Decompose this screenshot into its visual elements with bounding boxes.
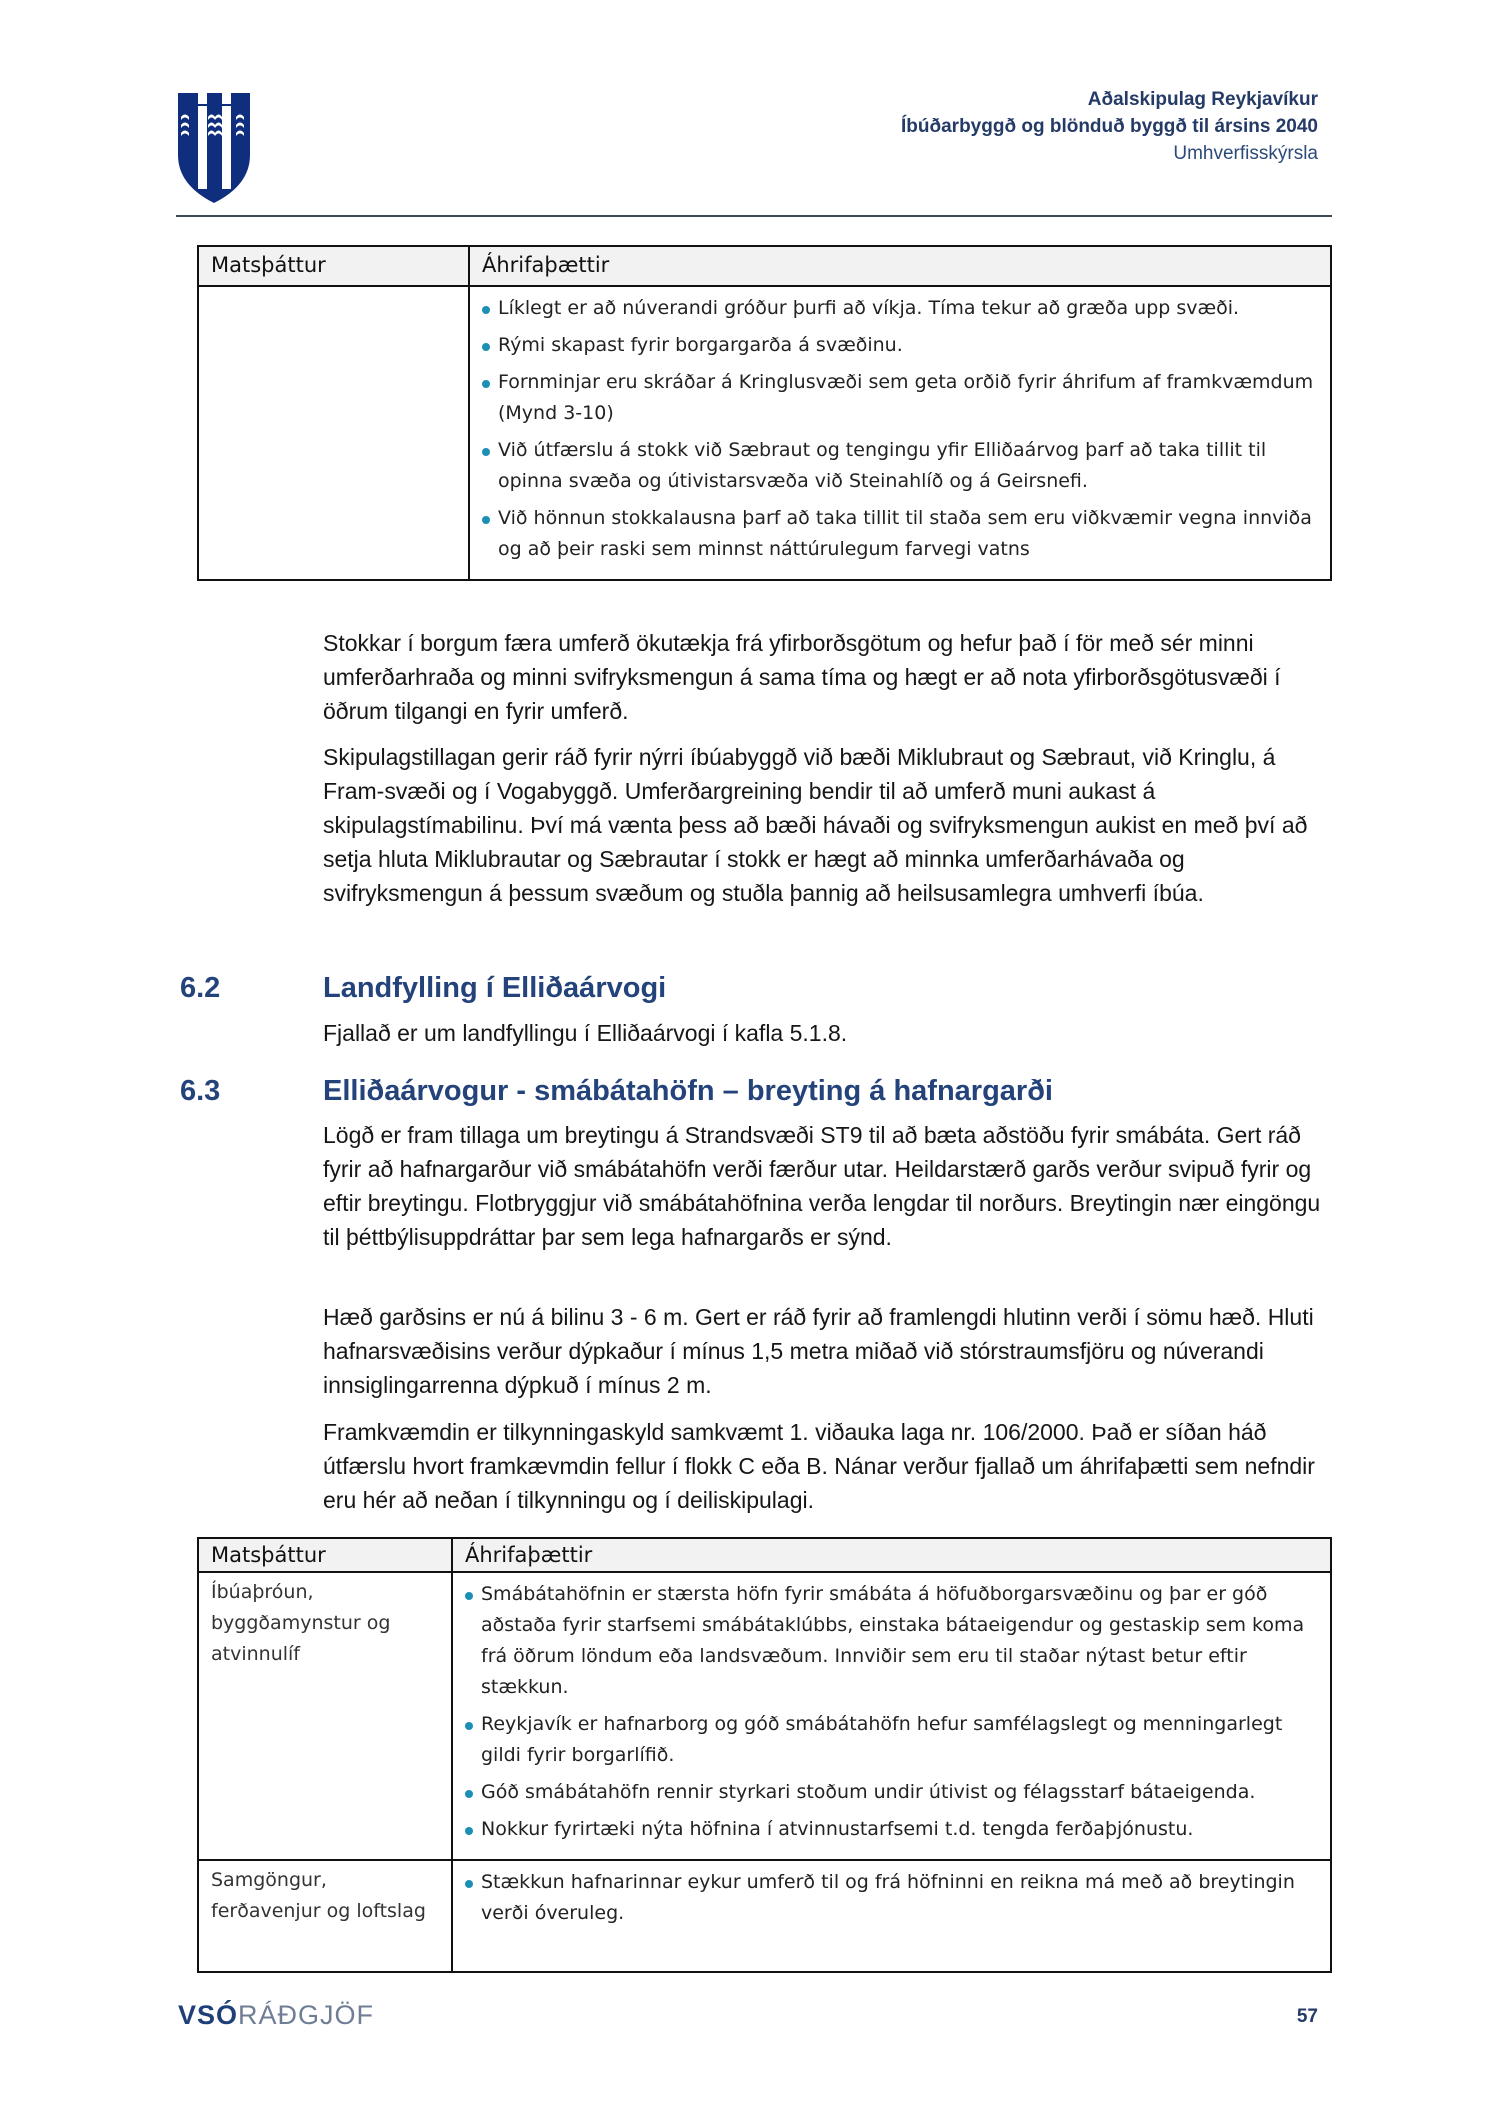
- impacts-cell: [452, 1572, 1331, 1860]
- assessment-table-2: [197, 1537, 1332, 1973]
- bullet-icon: [465, 1880, 473, 1888]
- section-heading: Elliðaárvogur - smábátahöfn – breyting á hafnargarði: [323, 1075, 1053, 1107]
- column-header-factor: Matsþáttur: [198, 1538, 452, 1572]
- body-paragraph: Hæð garðsins er nú á bilinu 3 - 6 m. Gert er ráð fyrir að framlengdi hlutinn verði í sömu hæð. Hluti hafnarsvæðisins verður dýpkaður í mínus 1,5 metra miðað við stórstraumsfjöru og núverandi innsiglingarrenna dýpkuð í mínus 2 m.: [323, 1304, 1314, 1398]
- bullet-icon: [482, 343, 490, 351]
- bullet-icon: [482, 448, 490, 456]
- reykjavik-logo-icon: [178, 93, 250, 203]
- section-number: 6.2: [180, 972, 221, 1004]
- impacts-cell: [452, 1860, 1331, 1972]
- factor-cell: Samgöngur, ferðavenjur og loftslag: [198, 1860, 452, 1972]
- bullet-icon: [482, 516, 490, 524]
- impact-list: [465, 1579, 1320, 1845]
- list-item: Góð smábátahöfn rennir styrkari stoðum undir útivist og félagsstarf bátaeigenda.: [465, 1777, 1320, 1808]
- list-item: Við hönnun stokkalausna þarf að taka tillit til staða sem eru viðkvæmir vegna innviða og að þeir raski sem minnst náttúrulegum farvegi vatns: [482, 503, 1320, 565]
- column-header-factor: Matsþáttur: [198, 246, 469, 286]
- body-paragraph: Stokkar í borgum færa umferð ökutækja frá yfirborðsgötum og hefur það í för með sér minni umferðarhraða og minni svifryksmengun á sama tíma og hægt er að nota yfirborðsgötusvæði í öðrum tilgangi en fyrir umferð.: [323, 630, 1281, 724]
- header-plan-title: Aðalskipulag Reykjavíkur: [1087, 89, 1318, 110]
- bullet-icon: [465, 1592, 473, 1600]
- list-item: Nokkur fyrirtæki nýta höfnina í atvinnustarfsemi t.d. tengda ferðaþjónustu.: [465, 1814, 1320, 1845]
- column-header-impacts: Áhrifaþættir: [469, 246, 1331, 286]
- page-number: 57: [1296, 2006, 1318, 2027]
- list-item: Fornminjar eru skráðar á Kringlusvæði sem geta orðið fyrir áhrifum af framkvæmdum (Mynd 3-10): [482, 367, 1320, 429]
- table-row: [198, 1572, 1331, 1860]
- header-subtitle: Íbúðarbyggð og blönduð byggð til ársins 2040: [901, 116, 1318, 137]
- body-paragraph: Lögð er fram tillaga um breytingu á Strandsvæði ST9 til að bæta aðstöðu fyrir smábáta. Gert ráð fyrir að hafnargarður við smábátahöfn verði færður utar. Heildarstærð garðs verður svipuð fyrir og eftir breytingu. Flotbryggjur við smábátahöfnina verða lengdar til norðurs. Breytingin nær eingöngu til þéttbýlisuppdráttar þar sem lega hafnargarðs er sýnd.: [323, 1122, 1321, 1250]
- section-number: 6.3: [180, 1075, 221, 1107]
- body-paragraph: Fjallað er um landfyllingu í Elliðaárvogi í kafla 5.1.8.: [323, 1020, 848, 1046]
- header-divider: [176, 215, 1332, 217]
- impacts-cell: [469, 286, 1331, 580]
- vso-radgjof-logo: [178, 2000, 374, 2031]
- table-header-row: [198, 246, 1331, 286]
- footer-brand-light: RÁÐGJÖF: [238, 2000, 375, 2030]
- bullet-icon: [465, 1827, 473, 1835]
- impact-list: [482, 293, 1320, 565]
- table-header-row: [198, 1538, 1331, 1572]
- list-item: Reykjavík er hafnarborg og góð smábátahöfn hefur samfélagslegt og menningarlegt gildi fyrir borgarlífið.: [465, 1709, 1320, 1771]
- factor-cell: Íbúaþróun, byggðamynstur og atvinnulíf: [198, 1572, 452, 1860]
- bullet-icon: [482, 380, 490, 388]
- bullet-icon: [465, 1790, 473, 1798]
- column-header-impacts: Áhrifaþættir: [452, 1538, 1331, 1572]
- bullet-icon: [482, 306, 490, 314]
- list-item: Smábátahöfnin er stærsta höfn fyrir smábáta á höfuðborgarsvæðinu og þar er góð aðstaða fyrir starfsemi smábátaklúbbs, einstaka bátaeigendur og gestaskip sem koma frá öðrum löndum eða landsvæðum. Innviðir sem eru til staðar nýtast betur eftir stækkun.: [465, 1579, 1320, 1703]
- header-report-type: Umhverfisskýrsla: [1173, 143, 1318, 164]
- factor-cell: [198, 286, 469, 580]
- section-heading: Landfylling í Elliðaárvogi: [323, 972, 667, 1004]
- list-item: Rými skapast fyrir borgargarða á svæðinu.: [482, 330, 1320, 361]
- body-paragraph: Skipulagstillagan gerir ráð fyrir nýrri íbúabyggð við bæði Miklubraut og Sæbraut, við Kringlu, á Fram-svæði og í Vogabyggð. Umferðargreining bendir til að umferð muni aukast á skipulagstímabilinu. Því má vænta þess að bæði hávaði og svifryksmengun aukist en með því að setja hluta Miklubrautar og Sæbrautar í stokk er hægt að minnka umferðarhávaða og svifryksmengun á þessum svæðum og stuðla þannig að heilsusamlegra umhverfi íbúa.: [323, 744, 1308, 906]
- assessment-table-1: [197, 245, 1332, 581]
- list-item: Líklegt er að núverandi gróður þurfi að víkja. Tíma tekur að græða upp svæði.: [482, 293, 1320, 324]
- footer-brand-bold: VSÓ: [178, 2000, 239, 2030]
- table-row: [198, 286, 1331, 580]
- table-row: [198, 1860, 1331, 1972]
- list-item: Við útfærslu á stokk við Sæbraut og tengingu yfir Elliðaárvog þarf að taka tillit til opinna svæða og útivistarsvæða við Steinahlíð og á Geirsnefi.: [482, 435, 1320, 497]
- bullet-icon: [465, 1722, 473, 1730]
- document-header: [901, 86, 1318, 167]
- list-item: Stækkun hafnarinnar eykur umferð til og frá höfninni en reikna má með að breytingin verði óveruleg.: [465, 1867, 1320, 1929]
- body-paragraph: Framkvæmdin er tilkynningaskyld samkvæmt 1. viðauka laga nr. 106/2000. Það er síðan háð útfærslu hvort framkævmdin fellur í flokk C eða B. Nánar verður fjallað um áhrifaþætti sem nefndir eru hér að neðan í tilkynningu og í deiliskipulagi.: [323, 1419, 1315, 1513]
- impact-list: [465, 1867, 1320, 1929]
